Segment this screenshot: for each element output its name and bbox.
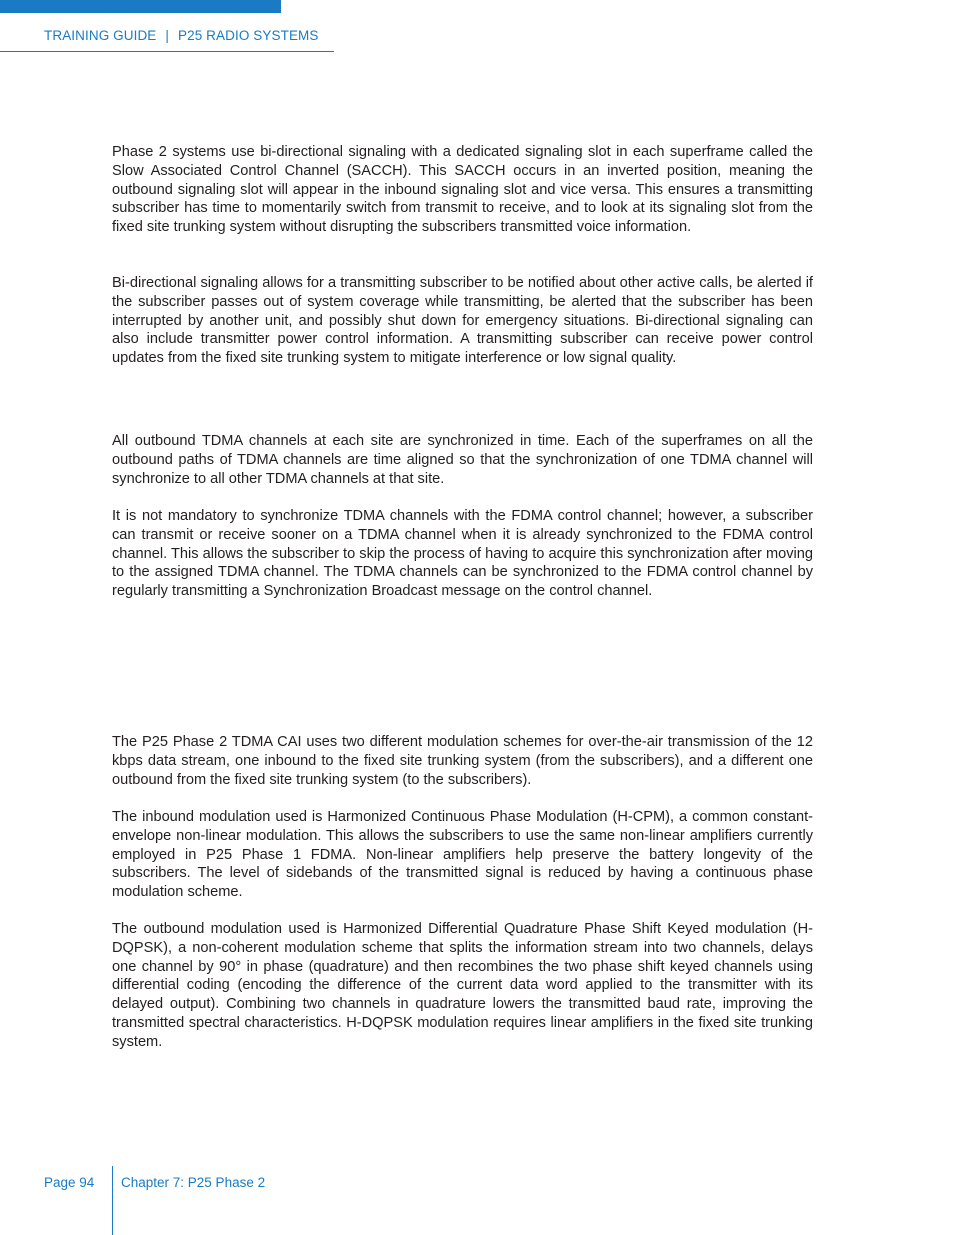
paragraph-bidirectional-signaling: Bi-directional signaling allows for a transmitting subscriber to be notified about other active calls, be alerted if the subscriber passes out of system coverage while transmitting, be alerted that the subscriber has been interrupted by another unit, and possibly shut down for emergency situations. Bi-directional signaling can also include transmitter power control information. A transmitting subscriber can receive power control updates from the fixed site trunking system to mitigate interference or low signal quality. [112, 275, 813, 367]
header-separator: | [165, 28, 170, 43]
header-guide-label: TRAINING GUIDE [44, 28, 157, 43]
running-header [44, 28, 319, 43]
paragraph-inbound-modulation: The inbound modulation used is Harmonized Continuous Phase Modulation (H-CPM), a common constant-envelope non-linear modulation. This allows the subscribers to use the same non-linear amplifiers currently employed in P25 Phase 1 FDMA. Non-linear amplifiers help preserve the battery longevity of the subscribers. The level of sidebands of the transmitted signal is reduced by having a continuous phase modulation scheme. [112, 809, 813, 901]
paragraph-modulation-schemes: The P25 Phase 2 TDMA CAI uses two different modulation schemes for over-the-air transmission of the 12 kbps data stream, one inbound to the fixed site trunking system (from the subscribers), and a different one outbound from the fixed site trunking system (to the subscribers). [112, 734, 813, 788]
header-rule [0, 51, 334, 52]
paragraph-sacch: Phase 2 systems use bi-directional signaling with a dedicated signaling slot in each superframe called the Slow Associated Control Channel (SACCH). This SACCH occurs in an inverted position, meaning the outbound signaling slot will appear in the inbound signaling slot and vice versa. This ensures a transmitting subscriber has time to momentarily switch from transmit to receive, and to look at its signaling slot from the fixed site trunking system without disrupting the subscribers transmitted voice information. [112, 144, 813, 236]
header-accent-bar [0, 0, 281, 13]
footer-divider [112, 1166, 113, 1235]
header-subject-label: P25 RADIO SYSTEMS [178, 28, 319, 43]
paragraph-outbound-modulation: The outbound modulation used is Harmonized Differential Quadrature Phase Shift Keyed modulation (H-DQPSK), a non-coherent modulation scheme that splits the information stream into two channels, delays one channel by 90° in phase (quadrature) and then recombines the two phase shift keyed channels using differential coding (encoding the difference of the current data word applied to the transmitter with its delayed output). Combining two channels in quadrature lowers the transmitted baud rate, improving the transmitted spectral characteristics. H-DQPSK modulation requires linear amplifiers in the fixed site trunking system. [112, 921, 813, 1050]
paragraph-tdma-sync: All outbound TDMA channels at each site are synchronized in time. Each of the superframes on all the outbound paths of TDMA channels are time aligned so that the synchronization of one TDMA channel will synchronize to all other TDMA channels at that site. [112, 433, 813, 487]
paragraph-fdma-sync: It is not mandatory to synchronize TDMA channels with the FDMA control channel; however, a subscriber can transmit or receive sooner on a TDMA channel when it is already synchronized to the FDMA control channel. This allows the subscriber to skip the process of having to acquire this synchronization after moving to the assigned TDMA channel. The TDMA channels can be synchronized to the FDMA control channel by regularly transmitting a Synchronization Broadcast message on the control channel. [112, 508, 813, 600]
footer-chapter-title: Chapter 7: P25 Phase 2 [121, 1175, 266, 1190]
footer-page-number: Page 94 [44, 1175, 95, 1190]
